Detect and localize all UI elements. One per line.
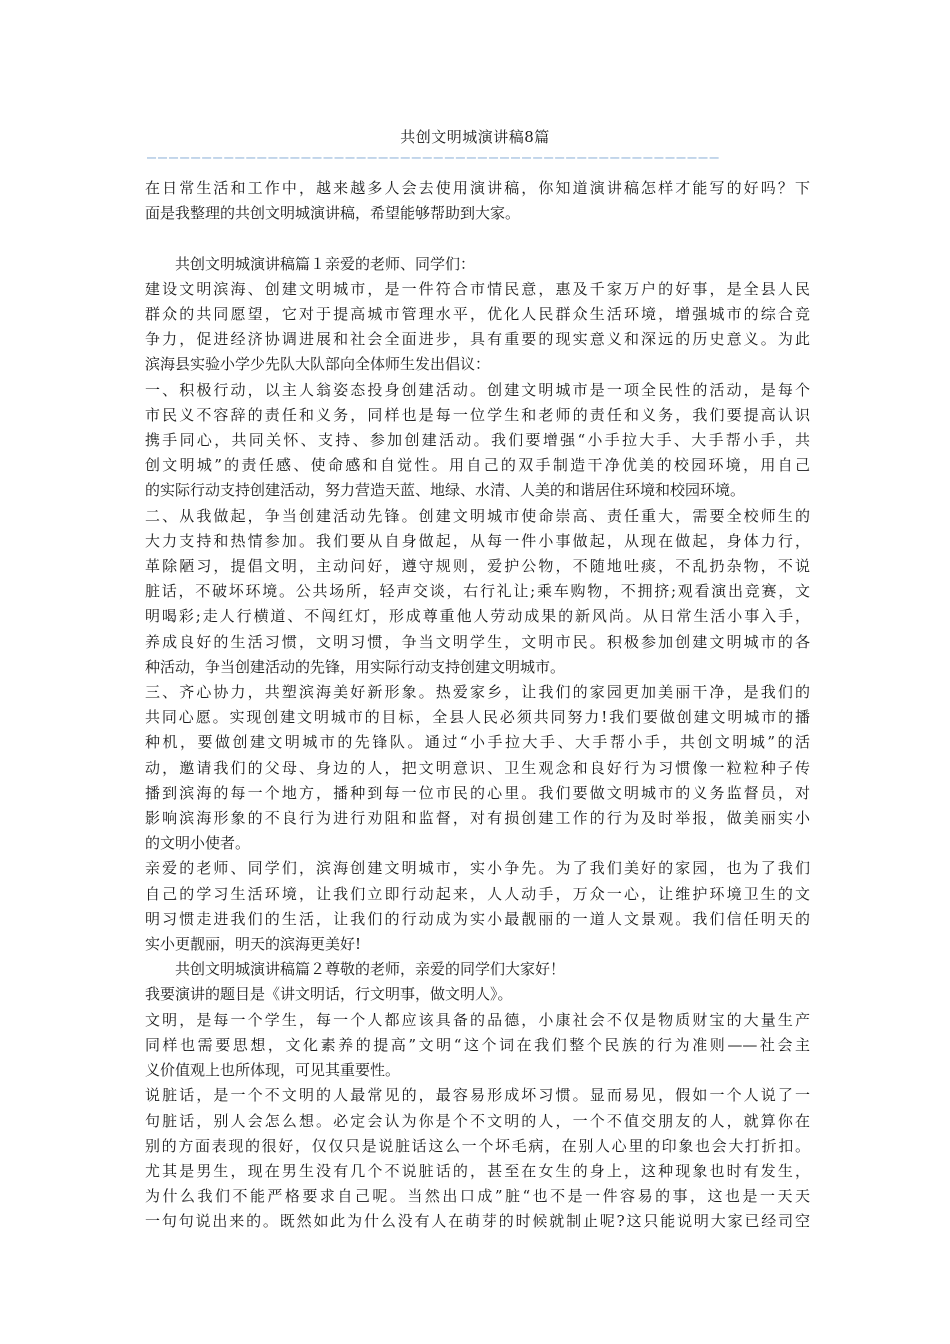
text-line: 尤其是男生，现在男生没有几个不说脏话的，甚至在女生的身上，这种现象也时有发生， (145, 1161, 810, 1180)
text-line: 播到滨海的每一个地方，播种到每一位市民的心里。我们要做文明城市的义务监督员，对 (145, 783, 810, 802)
text-line: 一、积极行动，以主人翁姿态投身创建活动。创建文明城市是一项全民性的活动，是每个 (145, 380, 810, 399)
text-line: 同样也需要思想，文化素养的提高”文明“这个词在我们整个民族的行为准则——社会主 (145, 1035, 810, 1054)
text-line: 市民义不容辞的责任和义务，同样也是每一位学生和老师的责任和义务，我们要提高认识 (145, 405, 810, 424)
text-line: 争力，促进经济协调进展和社会全面进步，具有重要的现实意义和深远的历史意义。为此 (145, 330, 810, 349)
blank-line (145, 226, 810, 251)
text-line: 实小更靓丽，明天的滨海更美好! (145, 935, 362, 954)
text-line: 说脏话，是一个不文明的人最常见的，最容易形成坏习惯。显而易见，假如一个人说了一 (145, 1086, 810, 1105)
document-title: 共创文明城演讲稿8篇 (400, 128, 550, 146)
text-line: 面是我整理的共创文明城演讲稿，希望能够帮助到大家。 (145, 204, 521, 223)
text-line: 群众的共同愿望，它对于提高城市管理水平，优化人民群众生活环境，增强城市的综合竞 (145, 305, 810, 323)
section-heading-line: 共创文明城演讲稿篇１亲爱的老师、同学们： (175, 254, 476, 273)
text-line: 动，邀请我们的父母、身边的人，把文明意识、卫生观念和良好行为习惯像一粒粒种子传 (145, 758, 810, 777)
text-line: 种活动，争当创建活动的先锋，用实际行动支持创建文明城市。 (145, 657, 566, 676)
text-line: 义价值观上也所体现，可见其重要性。 (145, 1061, 401, 1080)
text-line: 文明，是每一个学生，每一个人都应该具备的品德，小康社会不仅是物质财宝的大量生产 (145, 1010, 810, 1029)
title-separator: ———————————————————————————————————————————————————— (147, 151, 721, 163)
text-line: 大力支持和热情参加。我们要从自身做起，从每一件小事做起，从现在做起，身体力行， (145, 531, 810, 550)
text-line: 脏话，不破坏环境。公共场所，轻声交谈，右行礼让;乘车购物，不拥挤;观看演出竞赛，文 (145, 582, 810, 601)
text-line: 养成良好的生活习惯，文明习惯，争当文明学生，文明市民。积极参加创建文明城市的各 (145, 632, 810, 651)
text-line: 在日常生活和工作中，越来越多人会去使用演讲稿，你知道演讲稿怎样才能写的好吗？下 (145, 179, 810, 197)
text-line: 别的方面表现的很好，仅仅只是说脏话这么一个坏毛病，在别人心里的印象也会大打折扣。 (145, 1136, 810, 1155)
text-line: 句脏话，别人会怎么想。必定会认为你是个不文明的人，一个不值交朋友的人，就算你在 (145, 1111, 810, 1130)
section-heading-line: 共创文明城演讲稿篇２尊敬的老师，亲爱的同学们大家好！ (175, 960, 566, 979)
text-line: 我要演讲的题目是《讲文明话，行文明事，做文明人》。 (145, 985, 513, 1004)
text-line: 种机，要做创建文明城市的先锋队。通过“小手拉大手、大手帮小手，共创文明城”的活 (145, 733, 810, 752)
text-line: 的文明小使者。 (145, 834, 251, 853)
text-line: 自己的学习生活环境，让我们立即行动起来，人人动手，万众一心，让维护环境卫生的文 (145, 884, 810, 903)
text-line: 亲爱的老师、同学们，滨海创建文明城市，实小争先。为了我们美好的家园，也为了我们 (145, 859, 810, 878)
text-line: 建设文明滨海、创建文明城市，是一件符合市情民意，惠及千家万户的好事，是全县人民 (145, 279, 810, 298)
text-line: 一句句说出来的。既然如此为什么没有人在萌芽的时候就制止呢?这只能说明大家已经司空 (145, 1212, 810, 1231)
text-line: 携手同心，共同关怀、支持、参加创建活动。我们要增强“小手拉大手、大手帮小手，共 (145, 431, 810, 450)
text-line: 滨海县实验小学少先队大队部向全体师生发出倡议： (145, 355, 491, 374)
document-body (145, 176, 810, 1235)
text-line: 明喝彩;走人行横道、不闯红灯，形成尊重他人劳动成果的新风尚。从日常生活小事入手， (145, 607, 810, 626)
text-line: 为什么我们不能严格要求自己呢。当然出口成”脏“也不是一件容易的事，这也是一天天 (145, 1187, 810, 1206)
text-line: 二、从我做起，争当创建活动先锋。创建文明城市使命崇高、责任重大，需要全校师生的 (145, 506, 810, 525)
text-line: 影响滨海形象的不良行为进行劝阻和监督，对有损创建工作的行为及时举报，做美丽实小 (145, 809, 810, 828)
text-line: 创文明城”的责任感、使命感和自觉性。用自己的双手制造干净优美的校园环境，用自己 (145, 456, 810, 475)
text-line: 革除陋习，提倡文明，主动问好，遵守规则，爱护公物，不随地吐痰，不乱扔杂物，不说 (145, 557, 810, 576)
text-line: 明习惯走进我们的生活，让我们的行动成为实小最靓丽的一道人文景观。我们信任明天的 (145, 909, 810, 928)
text-line: 的实际行动支持创建活动，努力营造天蓝、地绿、水清、人美的和谐居住环境和校园环境。 (145, 481, 746, 500)
text-line: 共同心愿。实现创建文明城市的目标，全县人民必须共同努力!我们要做创建文明城市的播 (145, 708, 810, 727)
text-line: 三、齐心协力，共塑滨海美好新形象。热爱家乡，让我们的家园更加美丽干净，是我们的 (145, 683, 810, 702)
